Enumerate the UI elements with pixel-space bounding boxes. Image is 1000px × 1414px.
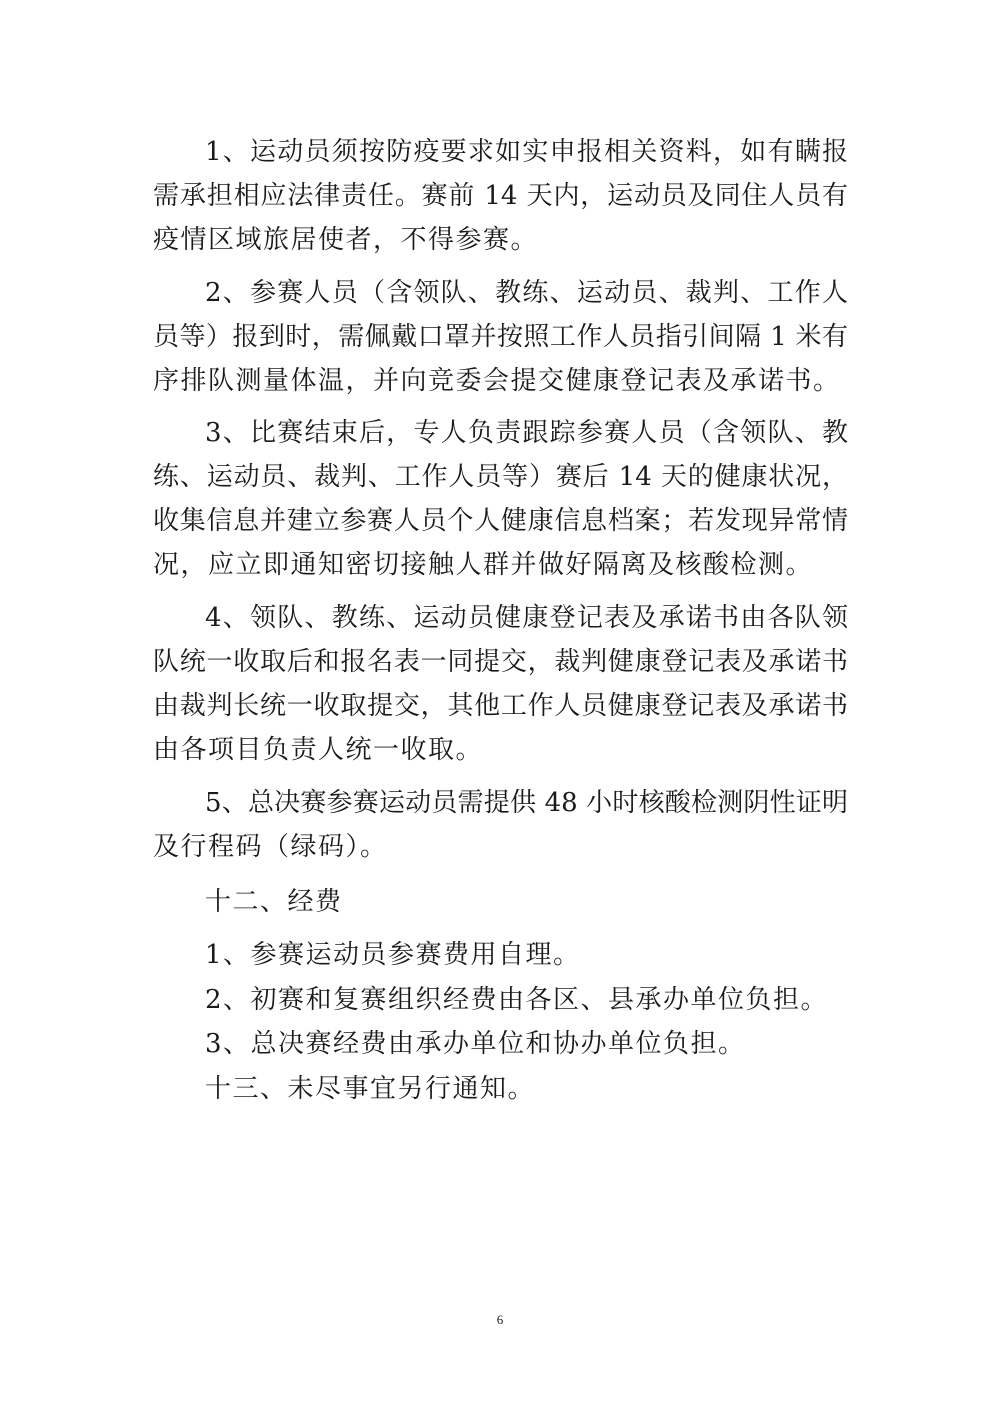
paragraph-line: 及行程码（绿码）。 [153,832,388,862]
paragraph-line: 需承担相应法律责任。赛前 14 天内，运动员及同住人员有 [153,181,848,211]
paragraph-line: 序排队测量体温，并向竞委会提交健康登记表及承诺书。 [153,366,841,396]
paragraph-line: 员等）报到时，需佩戴口罩并按照工作人员指引间隔 1 米有 [153,322,848,352]
paragraph-line: 3、比赛结束后，专人负责跟踪参赛人员（含领队、教 [205,418,848,448]
paragraph-line: 5、总决赛参赛运动员需提供 48 小时核酸检测阴性证明 [205,788,848,818]
paragraph-line: 队统一收取后和报名表一同提交，裁判健康登记表及承诺书 [153,647,848,677]
paragraph-line: 况，应立即通知密切接触人群并做好隔离及核酸检测。 [153,550,814,580]
paragraph-line: 2、初赛和复赛组织经费由各区、县承办单位负担。 [205,985,829,1015]
paragraph-line: 由裁判长统一收取提交，其他工作人员健康登记表及承诺书 [153,691,848,721]
paragraph-line: 4、领队、教练、运动员健康登记表及承诺书由各队领 [205,603,848,633]
paragraph-line: 1、参赛运动员参赛费用自理。 [205,940,581,970]
page-number: 6 [496,1312,504,1327]
paragraph-line: 由各项目负责人统一收取。 [153,735,484,765]
paragraph-line: 十二、经费 [205,887,343,917]
paragraph-line: 练、运动员、裁判、工作人员等）赛后 14 天的健康状况， [153,462,848,492]
paragraph-line: 收集信息并建立参赛人员个人健康信息档案；若发现异常情 [153,506,848,536]
paragraph-line: 1、运动员须按防疫要求如实申报相关资料，如有瞒报 [205,137,848,167]
paragraph-line: 2、参赛人员（含领队、教练、运动员、裁判、工作人 [205,278,848,308]
paragraph-line: 3、总决赛经费由承办单位和协办单位负担。 [205,1029,746,1059]
paragraph-line: 十三、未尽事宜另行通知。 [205,1074,536,1104]
paragraph-line: 疫情区域旅居使者，不得参赛。 [153,225,539,255]
